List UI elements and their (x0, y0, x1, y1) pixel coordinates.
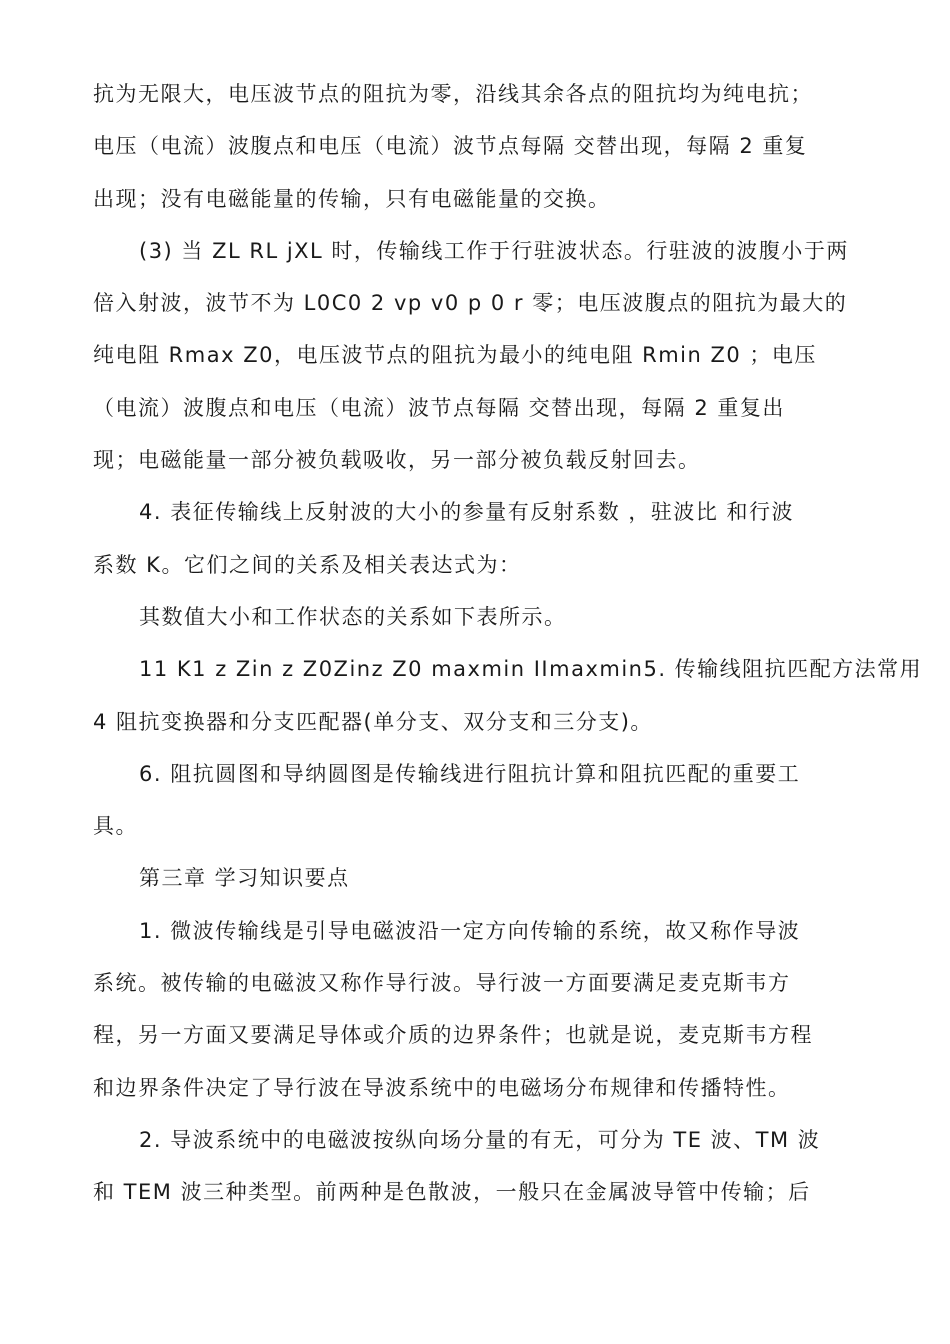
document-body (93, 68, 923, 1219)
chapter-heading: 第三章 学习知识要点 (139, 866, 350, 891)
text-line: 倍入射波，波节不为 L0C0 2 vp v0 p 0 r 零；电压波腹点的阻抗为最大的 (93, 291, 848, 316)
text-line: 程，另一方面又要满足导体或介质的边界条件；也就是说，麦克斯韦方程 (93, 1023, 813, 1048)
text-line: 出现；没有电磁能量的传输，只有电磁能量的交换。 (93, 186, 611, 211)
paragraph-start-line: 2. 导波系统中的电磁波按纵向场分量的有无，可分为 TE 波、TM 波 (139, 1127, 821, 1152)
text-line: 纯电阻 Rmax Z0，电压波节点的阻抗为最小的纯电阻 Rmin Z0 ；电压 (93, 343, 817, 368)
text-line: 4 阻抗变换器和分支匹配器(单分支、双分支和三分支)。 (93, 709, 653, 734)
text-line: 和边界条件决定了导行波在导波系统中的电磁场分布规律和传播特性。 (93, 1075, 791, 1100)
paragraph-start-line: 其数值大小和工作状态的关系如下表所示。 (139, 604, 567, 629)
paragraph-start-line: 6. 阻抗圆图和导纳圆图是传输线进行阻抗计算和阻抗匹配的重要工 (139, 761, 801, 786)
paragraph-start-line: 4. 表征传输线上反射波的大小的参量有反射系数 ，驻波比 和行波 (139, 500, 795, 525)
paragraph-start-line: (3) 当 ZL RL jXL 时，传输线工作于行驻波状态。行驻波的波腹小于两 (139, 238, 849, 263)
text-line: 电压（电流）波腹点和电压（电流）波节点每隔 交替出现，每隔 2 重复 (93, 134, 808, 159)
text-line: 现；电磁能量一部分被负载吸收，另一部分被负载反射回去。 (93, 448, 701, 473)
paragraph-start-line: 11 K1 z Zin z Z0Zinz Z0 maxmin IImaxmin5. 传输线阻抗匹配方法常用 (139, 657, 923, 682)
text-line: 系数 K。它们之间的关系及相关表达式为： (93, 552, 522, 577)
text-line: 系统。被传输的电磁波又称作导行波。导行波一方面要满足麦克斯韦方 (93, 971, 791, 996)
text-line: 和 TEM 波三种类型。前两种是色散波，一般只在金属波导管中传输；后 (93, 1180, 811, 1205)
paragraph-start-line: 1. 微波传输线是引导电磁波沿一定方向传输的系统，故又称作导波 (139, 918, 801, 943)
text-line: 抗为无限大，电压波节点的阻抗为零，沿线其余各点的阻抗均为纯电抗； (93, 82, 813, 106)
text-line: 具。 (93, 814, 138, 839)
text-line: （电流）波腹点和电压（电流）波节点每隔 交替出现，每隔 2 重复出 (93, 395, 785, 420)
